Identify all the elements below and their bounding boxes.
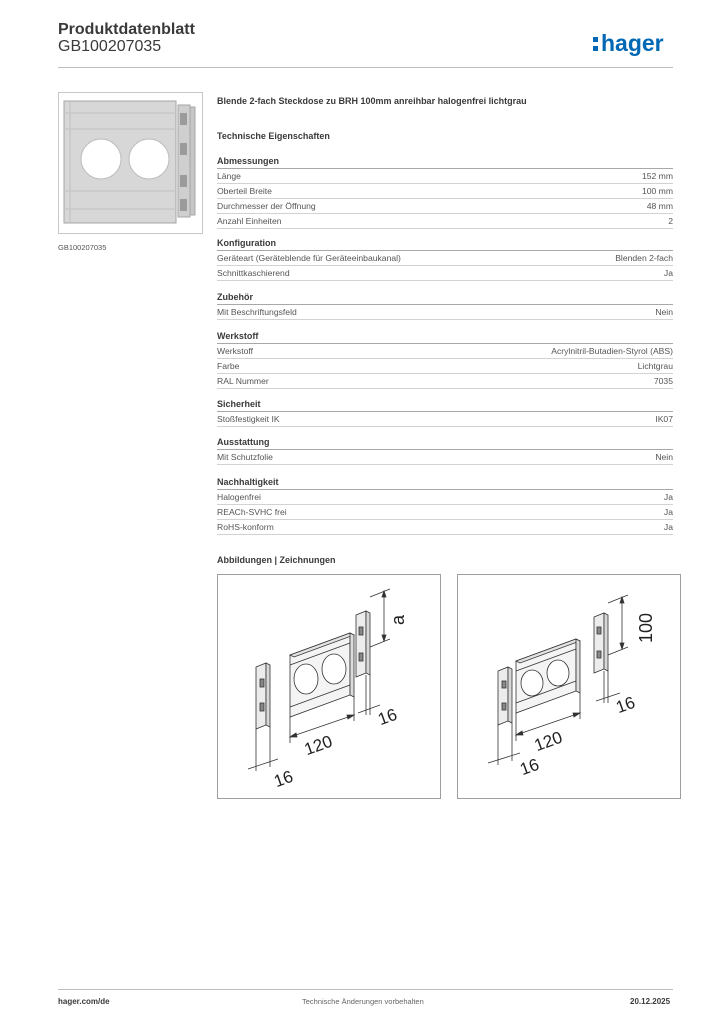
row-label: Schnittkaschierend bbox=[217, 268, 290, 278]
row-value: Nein bbox=[655, 452, 673, 462]
table-row bbox=[217, 251, 673, 266]
table-row bbox=[217, 450, 673, 465]
row-label: RAL Nummer bbox=[217, 376, 269, 386]
drawing-right bbox=[457, 574, 681, 799]
row-label: Farbe bbox=[217, 361, 240, 371]
dim-width-label: 120 bbox=[531, 727, 565, 756]
row-label: Anzahl Einheiten bbox=[217, 216, 282, 226]
dim-side-right-label: 16 bbox=[375, 704, 400, 730]
row-value: 7035 bbox=[653, 376, 673, 386]
row-value: Ja bbox=[663, 507, 673, 517]
section-title: Sicherheit bbox=[217, 398, 673, 412]
row-label: Geräteart (Geräteblende für Geräteeinbaukanal) bbox=[217, 253, 401, 263]
table-row bbox=[217, 412, 673, 427]
hager-logo bbox=[592, 28, 676, 60]
drawing-left bbox=[217, 574, 441, 799]
footer-divider bbox=[58, 989, 673, 990]
row-label: REACh-SVHC frei bbox=[217, 507, 287, 517]
row-value: IK07 bbox=[655, 414, 673, 424]
row-value: Blenden 2-fach bbox=[615, 253, 673, 263]
table-row bbox=[217, 359, 673, 374]
dim-side-left-label: 16 bbox=[517, 754, 542, 780]
section-dimensions bbox=[217, 155, 673, 229]
section-title: Abmessungen bbox=[217, 155, 673, 169]
tech-properties-heading: Technische Eigenschaften bbox=[217, 131, 330, 141]
product-image bbox=[58, 92, 203, 234]
drawings-heading: Abbildungen | Zeichnungen bbox=[217, 555, 336, 565]
dim-height-label: 100 bbox=[636, 612, 656, 643]
section-title: Ausstattung bbox=[217, 436, 673, 450]
row-label: Länge bbox=[217, 171, 241, 181]
article-number: GB100207035 bbox=[58, 38, 162, 55]
section-safety bbox=[217, 398, 673, 427]
row-label: Werkstoff bbox=[217, 346, 253, 356]
dim-side-right-label: 16 bbox=[613, 692, 638, 718]
section-sustainability bbox=[217, 476, 673, 535]
row-value: Acrylnitril-Butadien-Styrol (ABS) bbox=[551, 346, 673, 356]
table-row bbox=[217, 505, 673, 520]
table-row bbox=[217, 184, 673, 199]
logo-text: hager bbox=[601, 30, 664, 56]
section-title: Werkstoff bbox=[217, 330, 673, 344]
table-row bbox=[217, 344, 673, 359]
table-row bbox=[217, 214, 673, 229]
footer-notice: Technische Änderungen vorbehalten bbox=[302, 997, 424, 1006]
row-label: RoHS-konform bbox=[217, 522, 274, 532]
table-row bbox=[217, 490, 673, 505]
row-value: 100 mm bbox=[641, 186, 673, 196]
row-value: Ja bbox=[663, 522, 673, 532]
row-label: Halogenfrei bbox=[217, 492, 261, 502]
row-value: 48 mm bbox=[646, 201, 673, 211]
row-label: Durchmesser der Öffnung bbox=[217, 201, 316, 211]
header-divider bbox=[58, 67, 673, 68]
row-label: Mit Beschriftungsfeld bbox=[217, 307, 297, 317]
row-value: 2 bbox=[668, 216, 673, 226]
section-title: Zubehör bbox=[217, 291, 673, 305]
product-image-caption: GB100207035 bbox=[58, 243, 107, 252]
table-row bbox=[217, 520, 673, 535]
row-label: Mit Schutzfolie bbox=[217, 452, 273, 462]
section-accessories bbox=[217, 291, 673, 320]
row-value: Lichtgrau bbox=[637, 361, 673, 371]
section-equipment bbox=[217, 436, 673, 465]
table-row bbox=[217, 199, 673, 214]
section-material bbox=[217, 330, 673, 389]
footer-date: 20.12.2025 bbox=[630, 997, 671, 1006]
row-value: Ja bbox=[663, 268, 673, 278]
row-value: 152 mm bbox=[641, 171, 673, 181]
table-row bbox=[217, 266, 673, 281]
table-row bbox=[217, 374, 673, 389]
table-row bbox=[217, 305, 673, 320]
dim-height-label: a bbox=[388, 614, 408, 625]
row-value: Ja bbox=[663, 492, 673, 502]
row-label: Oberteil Breite bbox=[217, 186, 272, 196]
row-value: Nein bbox=[655, 307, 673, 317]
section-title: Nachhaltigkeit bbox=[217, 476, 673, 490]
section-title: Konfiguration bbox=[217, 237, 673, 251]
dim-width-label: 120 bbox=[301, 731, 335, 760]
footer-website-link[interactable]: hager.com/de bbox=[58, 997, 110, 1006]
table-row bbox=[217, 169, 673, 184]
document-title: Produktdatenblatt bbox=[58, 21, 195, 38]
row-label: Stoßfestigkeit IK bbox=[217, 414, 280, 424]
section-configuration bbox=[217, 237, 673, 281]
dim-side-left-label: 16 bbox=[271, 766, 296, 792]
product-name: Blende 2-fach Steckdose zu BRH 100mm anreihbar halogenfrei lichtgrau bbox=[217, 96, 527, 106]
